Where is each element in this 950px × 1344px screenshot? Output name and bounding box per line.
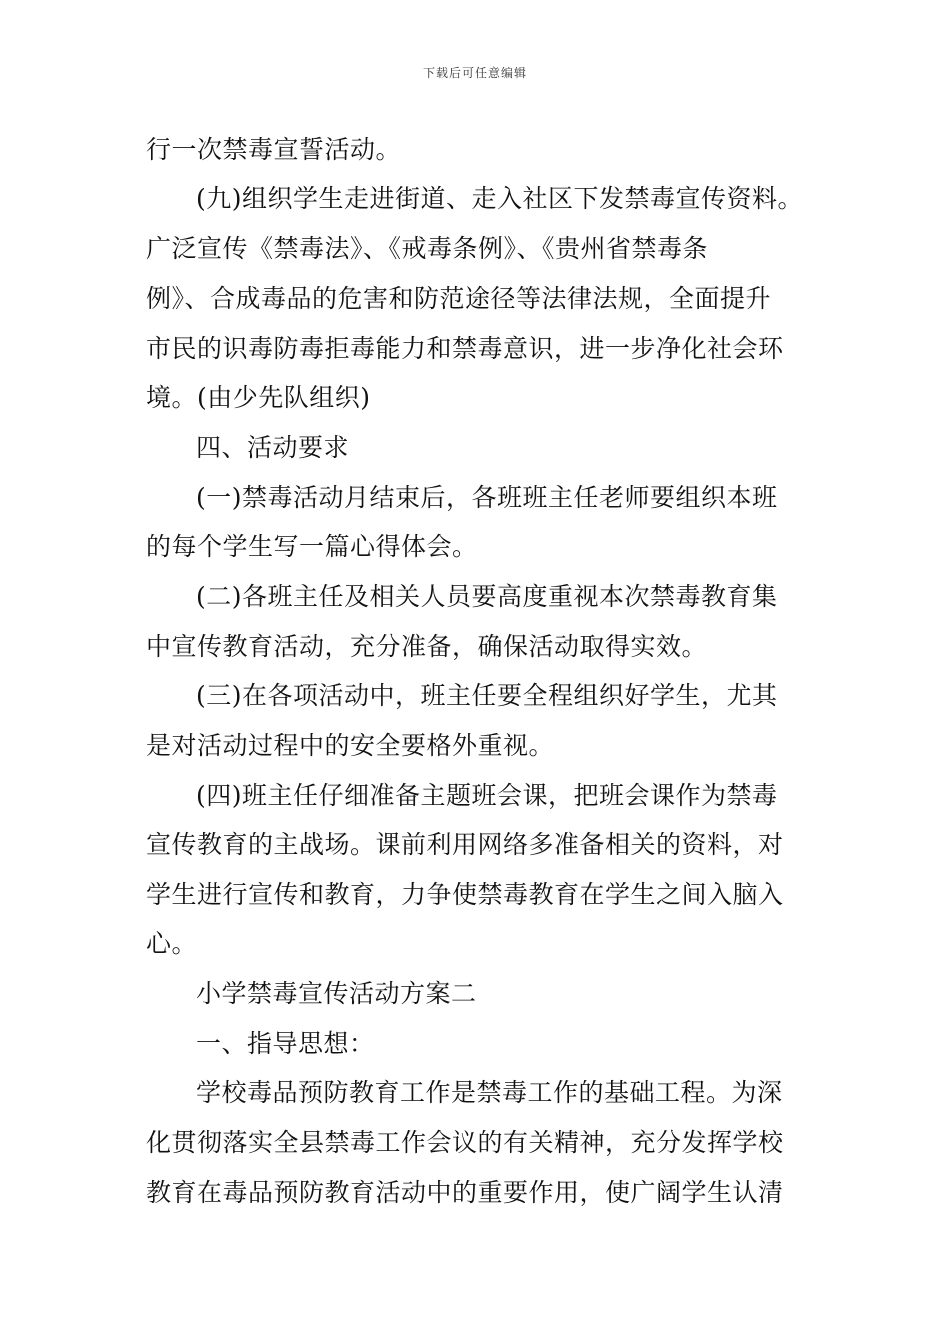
text-line: 市民的识毒防毒拒毒能力和禁毒意识，进一步净化社会环 <box>146 334 784 363</box>
text-line: (九)组织学生走进街道、走入社区下发禁毒宣传资料。 <box>196 184 804 213</box>
text-line: 学生进行宣传和教育，力争使禁毒教育在学生之间入脑入 <box>146 880 784 909</box>
text-line: 化贯彻落实全县禁毒工作会议的有关精神，充分发挥学校 <box>146 1128 784 1157</box>
text-line: 教育在毒品预防教育活动中的重要作用，使广阔学生认清 <box>146 1178 784 1207</box>
text-line: (一)禁毒活动月结束后，各班班主任老师要组织本班 <box>196 483 778 512</box>
text-line: (四)班主任仔细准备主题班会课，把班会课作为禁毒 <box>196 781 778 810</box>
text-line: 例》、合成毒品的危害和防范途径等法律法规，全面提升 <box>146 284 772 313</box>
text-line: (三)在各项活动中，班主任要全程组织好学生，尤其 <box>196 681 778 710</box>
text-line: 心。 <box>146 929 198 958</box>
section-heading: 四、活动要求 <box>196 433 350 462</box>
section-heading: 一、指导思想： <box>196 1029 375 1058</box>
text-line: 境。(由少先队组织) <box>146 383 371 412</box>
page-header: 下载后可任意编辑 <box>422 66 527 80</box>
text-line: 是对活动过程中的安全要格外重视。 <box>146 731 555 760</box>
text-line: 的每个学生写一篇心得体会。 <box>146 532 478 561</box>
section-title: 小学禁毒宣传活动方案二 <box>196 979 477 1008</box>
text-line: 广泛宣传《禁毒法》、《戒毒条例》、《贵州省禁毒条 <box>146 234 709 263</box>
text-line: 行一次禁毒宣誓活动。 <box>146 135 402 164</box>
text-line: 中宣传教育活动，充分准备，确保活动取得实效。 <box>146 632 708 661</box>
text-line: (二)各班主任及相关人员要高度重视本次禁毒教育集 <box>196 582 778 611</box>
text-line: 宣传教育的主战场。课前利用网络多准备相关的资料，对 <box>146 830 784 859</box>
text-line: 学校毒品预防教育工作是禁毒工作的基础工程。为深 <box>196 1078 783 1107</box>
